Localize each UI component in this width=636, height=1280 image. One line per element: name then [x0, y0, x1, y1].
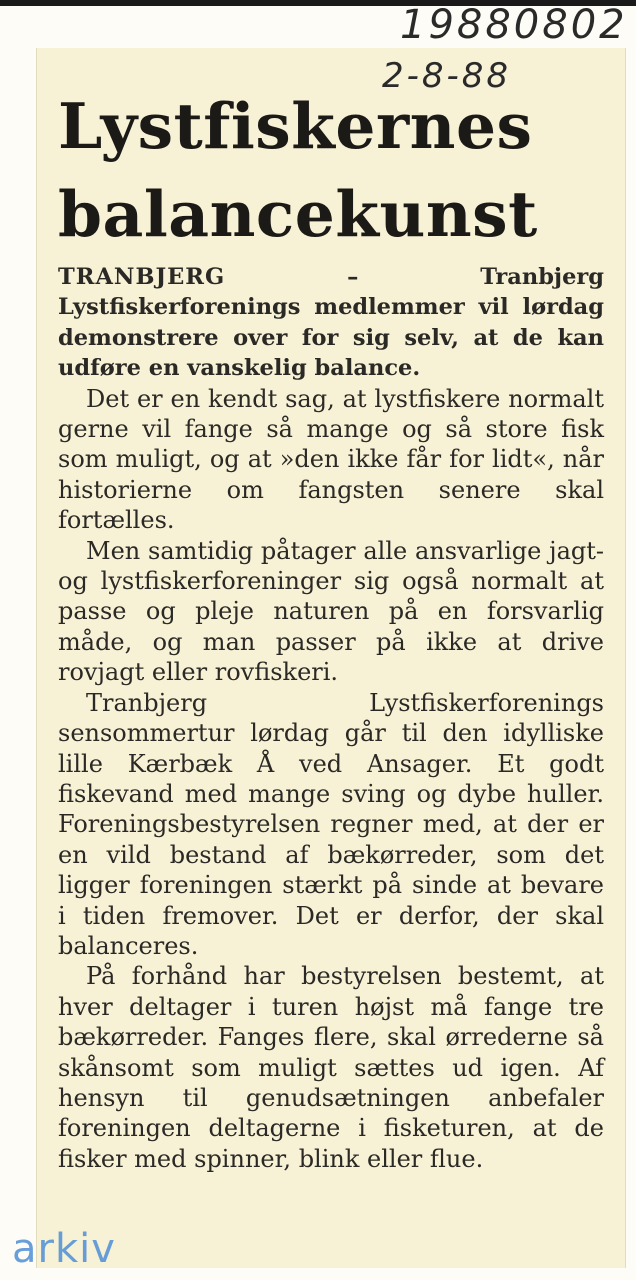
paragraph: Men samtidig påtager alle ansvarlige jagt- og lystfiskerforeninger sig også normalt at passe og pleje naturen på en forsvarlig måde, og man passer på ikke at drive rovjagt eller rovfiskeri. — [58, 536, 604, 687]
dateline-separator: – — [347, 264, 359, 290]
article-body — [58, 262, 604, 1174]
handwritten-archive-number: 19880802 — [400, 2, 628, 48]
lead-text: Tranbjerg Lystfiskerforenings medlemmer vil lørdag demonstrere over for sig selv, at de kan udføre en vanskelig balance. — [58, 264, 604, 382]
paragraph: På forhånd har bestyrelsen bestemt, at hver deltager i turen højst må fange tre bækørreder. Fanges flere, skal ørrederne så skånsomt som muligt sættes ud igen. Af hensyn til genudsætningen anbefaler foreningen deltagerne i fisketuren, at de fisker med spinner, blink eller flue. — [58, 962, 604, 1173]
paragraph: Tranbjerg Lystfiskerforenings sensommertur lørdag går til den idylliske lille Kærbæk Å ved Ansager. Et godt fiskevand med mange sving og dybe huller. Foreningsbestyrelsen regner med, at der er en vild bestand af bækørreder, som det ligger foreningen stærkt på sinde at bevare i tiden fremover. Det er derfor, der skal balanceres. — [58, 688, 604, 960]
lead-paragraph — [58, 262, 604, 384]
paragraph: Det er en kendt sag, at lystfiskere normalt gerne vil fange så mange og så store fisk som muligt, og at »den ikke får for lidt«, når historierne om fangsten senere skal fortælles. — [58, 384, 604, 535]
dateline: TRANBJERG — [58, 264, 226, 290]
handwritten-date: 2-8-88 — [382, 56, 512, 96]
arkiv-watermark: arkiv — [12, 1226, 116, 1272]
article-headline: Lystfiskernes balancekunst — [58, 89, 538, 251]
